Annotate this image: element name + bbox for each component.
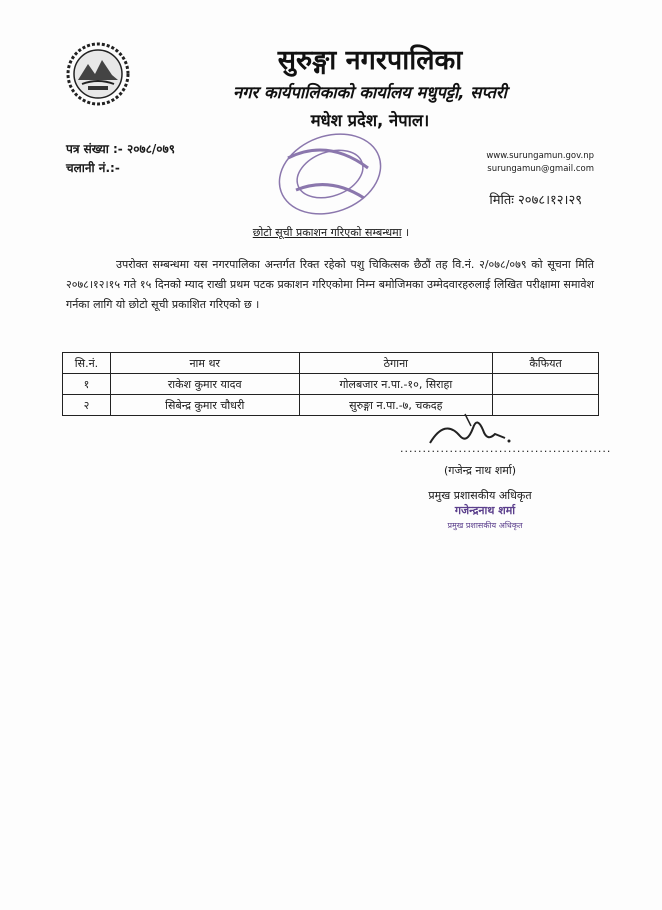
contact-block <box>486 150 594 176</box>
cell-name: राकेश कुमार यादव <box>110 374 299 395</box>
cell-remarks <box>493 374 599 395</box>
letter-date: मितिः २०७८।१२।२९ <box>489 193 582 208</box>
province-name: मधेश प्रदेश, नेपाल। <box>310 111 430 130</box>
nepal-emblem-icon <box>66 42 130 106</box>
org-name: सुरुङ्गा नगरपालिका <box>277 45 463 76</box>
letter-number: पत्र संख्या :- २०७८/०७९ <box>66 142 176 156</box>
signatory-name: (गजेन्द्र नाथ शर्मा) <box>443 464 517 477</box>
office-stamp-icon <box>268 128 388 220</box>
cell-serial: २ <box>63 395 111 416</box>
shortlist-table <box>62 352 599 416</box>
website-link[interactable]: www.surungamun.gov.np <box>486 151 594 161</box>
cell-address: सुरुङ्गा न.पा.-७, चकदह <box>299 395 493 416</box>
col-header-name: नाम थर <box>110 353 299 374</box>
table-row <box>63 395 599 416</box>
subject-text: छोटो सूची प्रकाशन गरिएको सम्बन्धमा <box>252 226 402 239</box>
col-header-serial: सि.नं. <box>63 353 111 374</box>
cell-address: गोलबजार न.पा.-१०, सिराहा <box>299 374 493 395</box>
subject-line <box>0 225 662 240</box>
stamp-title: प्रमुख प्रशासकीय अधिकृत <box>447 521 523 530</box>
cell-serial: १ <box>63 374 111 395</box>
col-header-address: ठेगाना <box>299 353 493 374</box>
signature-line: ............................................... <box>400 442 612 455</box>
table-header-row <box>63 353 599 374</box>
signatory-title: प्रमुख प्रशासकीय अधिकृत <box>428 489 532 502</box>
cell-name: सिबेन्द्र कुमार चौधरी <box>110 395 299 416</box>
email-link[interactable]: surungamun@gmail.com <box>487 164 594 174</box>
subject-suffix: । <box>401 226 410 239</box>
office-name: नगर कार्यपालिकाको कार्यालय मधुपट्टी, सप्तरी <box>233 83 507 102</box>
dispatch-number: चलानी नं.:- <box>66 161 120 175</box>
stamp-name: गजेन्द्रनाथ शर्मा <box>454 504 516 517</box>
col-header-remarks: कैफियत <box>493 353 599 374</box>
table-row <box>63 374 599 395</box>
body-paragraph: उपरोक्त सम्बन्धमा यस नगरपालिका अन्तर्गत रिक्त रहेको पशु चिकित्सक छैठौं तह वि.नं. २/०७८/०७९ को सूचना मिति २०७८।१२।१५ गते १५ दिनको म्याद राखी प्रथम पटक प्रकाशन गरिएकोमा निम्न बमोजिमका उम्मेदवारहरुलाई लिखित परीक्षामा समावेश गर्नका लागि यो छोटो सूची प्रकाशित गरिएको छ । <box>66 258 594 311</box>
